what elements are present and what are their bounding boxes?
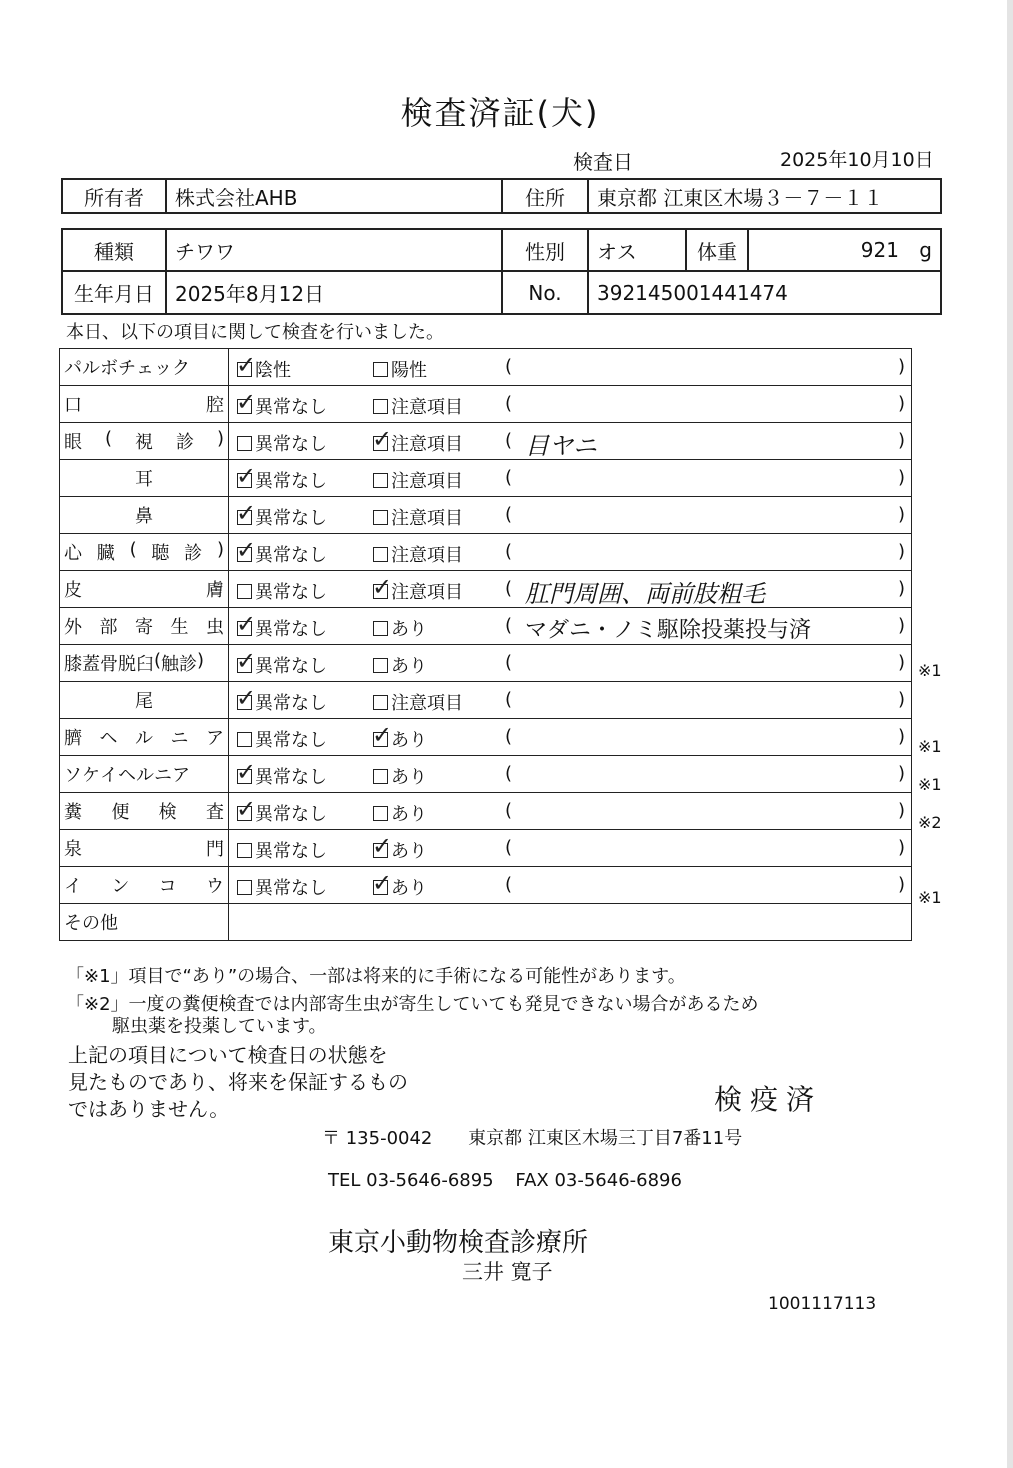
- checkbox-icon: [373, 695, 388, 710]
- exam-table: [59, 348, 912, 941]
- exam-row: [60, 423, 912, 460]
- exam-result-cell: [229, 793, 912, 830]
- check-mark-icon: ✓: [236, 499, 257, 527]
- option-caution-label: あり: [391, 656, 427, 677]
- reference-mark: ※1: [918, 661, 942, 681]
- checkbox-icon: [236, 388, 257, 416]
- exam-row: [60, 793, 912, 830]
- exam-item-label: 皮 膚: [64, 580, 224, 601]
- option-normal: [236, 610, 327, 641]
- exam-result-cell: [229, 497, 912, 534]
- paren-open: (: [505, 541, 513, 562]
- option-normal-label: 異常なし: [255, 730, 327, 751]
- option-normal-label: 異常なし: [255, 841, 327, 862]
- exam-result-cell: [229, 423, 912, 460]
- checkbox-icon: [236, 536, 257, 564]
- exam-item-label: ソ ケ イ ヘ ル ニ ア: [64, 765, 190, 786]
- option-normal: [237, 726, 327, 752]
- owner-table: [61, 178, 942, 214]
- checkbox-icon: [236, 499, 257, 527]
- paren-close: ): [897, 578, 905, 599]
- exam-result-cell: [229, 719, 912, 756]
- checkbox-icon: [237, 732, 252, 747]
- option-caution: [373, 356, 427, 382]
- checkbox-icon: [372, 832, 393, 860]
- option-normal: [236, 388, 327, 419]
- exam-label-cell: [60, 349, 229, 386]
- checkbox-icon: [373, 510, 388, 525]
- exam-label-cell: [60, 460, 229, 497]
- option-normal-label: 異常なし: [255, 878, 327, 899]
- exam-label-cell: [60, 719, 229, 756]
- exam-result-cell: [229, 349, 912, 386]
- paren-close: ): [897, 763, 905, 784]
- clinic-name: 東京小動物検査診療所: [328, 1228, 589, 1258]
- exam-item-label: 鼻: [135, 506, 153, 527]
- paren-open: (: [505, 763, 513, 784]
- checkbox-icon: [372, 573, 393, 601]
- checkbox-icon: [373, 806, 388, 821]
- exam-row: [60, 386, 912, 423]
- check-mark-icon: ✓: [236, 758, 257, 786]
- exam-label-cell: [60, 534, 229, 571]
- exam-item-label: 耳: [135, 469, 153, 490]
- checkbox-icon: [236, 647, 257, 675]
- option-normal: [236, 536, 327, 567]
- option-normal-label: 異常なし: [255, 582, 327, 603]
- option-caution-label: あり: [391, 841, 427, 862]
- checkbox-icon: [373, 769, 388, 784]
- exam-label-cell: [60, 756, 229, 793]
- option-normal: [237, 874, 327, 900]
- checkbox-icon: [237, 843, 252, 858]
- checkbox-icon: [236, 462, 257, 490]
- exam-item-label: 糞 便 検 査: [64, 802, 224, 823]
- option-normal-label: 異常なし: [255, 434, 327, 455]
- option-caution: [372, 573, 463, 604]
- option-normal: [236, 647, 327, 678]
- checkbox-icon: [372, 869, 393, 897]
- sex-label: 性別: [502, 229, 588, 271]
- doctor-name: 三井 寛子: [462, 1260, 553, 1284]
- option-caution: [373, 467, 463, 493]
- option-normal: [236, 684, 327, 715]
- option-caution: [373, 541, 463, 567]
- option-caution-label: あり: [391, 730, 427, 751]
- exam-item-label: 臍 ヘ ル ニ ア: [64, 728, 224, 749]
- option-caution-label: 注意項目: [391, 471, 463, 492]
- option-caution-label: 注意項目: [391, 582, 463, 603]
- other-label: その他: [64, 913, 118, 934]
- option-caution: [373, 652, 427, 678]
- exam-item-label: 眼 ( 視 診 ): [64, 428, 224, 453]
- exam-item-label: 泉 門: [64, 839, 224, 860]
- option-normal-label: 異常なし: [255, 619, 327, 640]
- option-caution: [373, 763, 427, 789]
- paren-close: ): [897, 652, 905, 673]
- birthdate-value: 2025年8月12日: [166, 271, 502, 314]
- exam-label-cell: [60, 867, 229, 904]
- owner-label: 所有者: [62, 179, 166, 213]
- owner-value: 株式会社AHB: [166, 179, 502, 213]
- option-normal: [236, 351, 291, 382]
- exam-date-label: 検査日: [573, 150, 633, 174]
- weight-label: 体重: [686, 229, 748, 271]
- exam-note: 肛門周囲、両前肢粗毛: [525, 580, 765, 608]
- paren-open: (: [505, 430, 513, 451]
- paren-close: ): [897, 689, 905, 710]
- option-caution: [373, 615, 427, 641]
- paren-open: (: [505, 800, 513, 821]
- animal-info-table: [61, 228, 942, 315]
- exam-row: [60, 460, 912, 497]
- option-normal-label: 陰性: [255, 360, 291, 381]
- paren-close: ): [897, 504, 905, 525]
- number-value: 392145001441474: [588, 271, 941, 314]
- option-normal: [237, 578, 327, 604]
- exam-row: [60, 719, 912, 756]
- exam-item-label: 心 臓 ( 聴 診 ): [64, 539, 224, 564]
- inspection-stamp: 検疫済: [714, 1083, 823, 1116]
- exam-result-cell: [229, 645, 912, 682]
- check-mark-icon: ✓: [372, 832, 393, 860]
- paren-close: ): [897, 726, 905, 747]
- exam-row: [60, 682, 912, 719]
- footnote-1: 「※1」項目で“あり”の場合、一部は将来的に手術になる可能性があります。: [66, 966, 686, 987]
- exam-row: [60, 534, 912, 571]
- paren-close: ): [897, 356, 905, 377]
- option-normal-label: 異常なし: [255, 767, 327, 788]
- exam-result-cell: [229, 608, 912, 645]
- option-caution: [372, 869, 427, 900]
- exam-result-cell: [229, 571, 912, 608]
- paren-close: ): [897, 615, 905, 636]
- intro-text: 本日、以下の項目に関して検査を行いました。: [66, 322, 444, 343]
- exam-result-cell: [229, 756, 912, 793]
- paren-open: (: [505, 689, 513, 710]
- exam-label-cell: [60, 682, 229, 719]
- exam-label-cell: [60, 386, 229, 423]
- option-caution: [373, 689, 463, 715]
- checkbox-icon: [237, 584, 252, 599]
- checkbox-icon: [237, 436, 252, 451]
- option-caution-label: 注意項目: [391, 397, 463, 418]
- check-mark-icon: ✓: [236, 795, 257, 823]
- option-normal-label: 異常なし: [255, 545, 327, 566]
- exam-result-cell: [229, 682, 912, 719]
- contact-line: [328, 1170, 682, 1191]
- option-normal-label: 異常なし: [255, 656, 327, 677]
- exam-item-label: パ ル ボ チ ェ ッ ク: [64, 358, 190, 379]
- option-caution-label: 注意項目: [391, 545, 463, 566]
- check-mark-icon: ✓: [236, 462, 257, 490]
- checkbox-icon: [236, 684, 257, 712]
- option-normal-label: 異常なし: [255, 508, 327, 529]
- exam-row: [60, 349, 912, 386]
- exam-result-cell: [229, 460, 912, 497]
- exam-note: マダニ・ノミ駆除投薬投与済: [525, 618, 812, 643]
- checkbox-icon: [373, 473, 388, 488]
- exam-row: [60, 608, 912, 645]
- option-caution-label: あり: [391, 878, 427, 899]
- checkbox-icon: [373, 547, 388, 562]
- exam-result-cell: [229, 386, 912, 423]
- paren-close: ): [897, 430, 905, 451]
- exam-row: [60, 830, 912, 867]
- checkbox-icon: [373, 399, 388, 414]
- option-caution: [373, 504, 463, 530]
- check-mark-icon: ✓: [372, 425, 393, 453]
- serial-number: 1001117113: [768, 1294, 877, 1314]
- option-normal-label: 異常なし: [255, 804, 327, 825]
- checkbox-icon: [373, 658, 388, 673]
- exam-label-cell: [60, 793, 229, 830]
- paren-close: ): [897, 467, 905, 488]
- page-edge: [1007, 0, 1013, 1468]
- exam-note: 目ヤニ: [525, 432, 597, 460]
- option-caution-label: あり: [391, 619, 427, 640]
- checkbox-icon: [236, 351, 257, 379]
- paren-open: (: [505, 578, 513, 599]
- checkbox-icon: [236, 758, 257, 786]
- paren-close: ): [897, 800, 905, 821]
- paren-open: (: [505, 726, 513, 747]
- address-label: 住所: [502, 179, 588, 213]
- weight-unit: g: [919, 238, 932, 262]
- exam-label-cell: [60, 497, 229, 534]
- check-mark-icon: ✓: [236, 536, 257, 564]
- exam-result-cell: [229, 830, 912, 867]
- option-caution: [372, 832, 427, 863]
- option-caution-label: 注意項目: [391, 508, 463, 529]
- paren-open: (: [505, 874, 513, 895]
- option-caution-label: あり: [391, 767, 427, 788]
- exam-result-cell: [229, 534, 912, 571]
- option-normal: [236, 758, 327, 789]
- weight-cell: [748, 229, 941, 271]
- exam-row: [60, 756, 912, 793]
- option-normal: [236, 462, 327, 493]
- paren-open: (: [505, 393, 513, 414]
- option-normal: [237, 837, 327, 863]
- exam-label-cell: [60, 830, 229, 867]
- exam-item-label: 膝 蓋 骨 脱 臼 ( 触 診 ): [64, 650, 205, 675]
- exam-item-label: 口 腔: [64, 395, 224, 416]
- check-mark-icon: ✓: [236, 610, 257, 638]
- exam-item-label: 外 部 寄 生 虫: [64, 617, 224, 638]
- check-mark-icon: ✓: [372, 573, 393, 601]
- disclaimer: 上記の項目について検査日の状態を 見たものであり、将来を保証するもの ではありません。: [68, 1043, 408, 1121]
- fax-number: FAX 03-5646-6896: [515, 1170, 682, 1191]
- number-label: No.: [502, 271, 588, 314]
- check-mark-icon: ✓: [236, 684, 257, 712]
- clinic-address-line: [322, 1124, 742, 1150]
- option-normal-label: 異常なし: [255, 471, 327, 492]
- other-value: [229, 904, 912, 941]
- exam-row: [60, 645, 912, 682]
- breed-value: チワワ: [166, 229, 502, 271]
- tel-number: TEL 03-5646-6895: [328, 1170, 494, 1191]
- checkbox-icon: [236, 795, 257, 823]
- option-caution: [372, 721, 427, 752]
- exam-item-label: 尾: [135, 691, 153, 712]
- option-normal-label: 異常なし: [255, 397, 327, 418]
- exam-label-cell: [60, 571, 229, 608]
- checkbox-icon: [373, 362, 388, 377]
- option-caution: [373, 800, 427, 826]
- paren-open: (: [505, 837, 513, 858]
- exam-row: [60, 867, 912, 904]
- check-mark-icon: ✓: [372, 721, 393, 749]
- paren-open: (: [505, 504, 513, 525]
- other-row: [60, 904, 912, 941]
- option-normal: [236, 499, 327, 530]
- paren-close: ): [897, 837, 905, 858]
- option-normal: [236, 795, 327, 826]
- checkbox-icon: [372, 721, 393, 749]
- option-normal-label: 異常なし: [255, 693, 327, 714]
- footnote-2-line1: 「※2」一度の糞便検査では内部寄生虫が寄生していても発見できない場合があるため: [66, 994, 759, 1015]
- exam-result-cell: [229, 867, 912, 904]
- clinic-address: 東京都 江東区木場三丁目7番11号: [468, 1128, 743, 1149]
- check-mark-icon: ✓: [236, 351, 257, 379]
- breed-label: 種類: [62, 229, 166, 271]
- paren-open: (: [505, 467, 513, 488]
- paren-close: ): [897, 393, 905, 414]
- address-value: 東京都 江東区木場３－７－１１: [588, 179, 941, 213]
- checkbox-icon: [236, 610, 257, 638]
- paren-open: (: [505, 615, 513, 636]
- checkbox-icon: [237, 880, 252, 895]
- option-caution: [373, 393, 463, 419]
- option-caution: [372, 425, 463, 456]
- check-mark-icon: ✓: [236, 388, 257, 416]
- footnote-2-line2: 駆虫薬を投薬しています。: [112, 1016, 327, 1037]
- paren-close: ): [897, 874, 905, 895]
- sex-value: オス: [588, 229, 686, 271]
- check-mark-icon: ✓: [372, 869, 393, 897]
- checkbox-icon: [372, 425, 393, 453]
- reference-mark: ※2: [918, 812, 942, 832]
- weight-value: 921: [860, 238, 899, 262]
- exam-date-value: 2025年10月10日: [780, 149, 934, 171]
- exam-label-cell: [60, 423, 229, 460]
- reference-mark: ※1: [918, 774, 942, 794]
- exam-row: [60, 571, 912, 608]
- option-caution-label: 注意項目: [391, 693, 463, 714]
- exam-row: [60, 497, 912, 534]
- option-caution-label: 陽性: [391, 360, 427, 381]
- option-normal: [237, 430, 327, 456]
- paren-close: ): [897, 541, 905, 562]
- birthdate-label: 生年月日: [62, 271, 166, 314]
- paren-open: (: [505, 652, 513, 673]
- reference-mark: ※1: [918, 737, 942, 756]
- paren-open: (: [505, 356, 513, 377]
- check-mark-icon: ✓: [236, 647, 257, 675]
- option-caution-label: あり: [391, 804, 427, 825]
- exam-label-cell: [60, 645, 229, 682]
- option-caution-label: 注意項目: [391, 434, 463, 455]
- postal-code: 〒 135-0042: [322, 1128, 433, 1149]
- checkbox-icon: [373, 621, 388, 636]
- exam-item-label: イ ン コ ウ: [64, 876, 224, 897]
- exam-label-cell: [60, 608, 229, 645]
- reference-mark: ※1: [918, 888, 942, 908]
- other-label-cell: [60, 904, 229, 941]
- page-title: 検査済証(犬): [400, 94, 600, 132]
